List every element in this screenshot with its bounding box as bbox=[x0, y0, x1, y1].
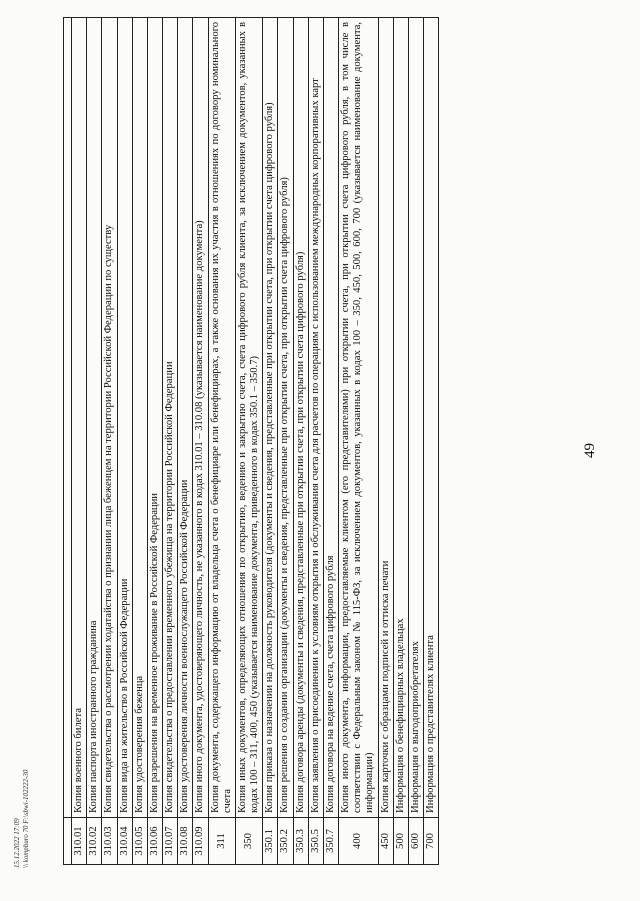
table-row bbox=[147, 18, 162, 865]
row-description bbox=[64, 18, 72, 818]
print-stamp-date: 15.12.2022 17:09 bbox=[13, 818, 21, 868]
row-description: Информация о выгодоприобретателях bbox=[408, 18, 423, 818]
row-description: Копия карточки с образцами подписей и оттиска печати bbox=[378, 18, 393, 818]
row-description: Копия заявления о присоединении к условиям открытия и обслуживания счета для расчетов по операциям с использованием международных корпоративных карт bbox=[308, 18, 323, 818]
document-codes-table bbox=[63, 17, 439, 865]
table-row bbox=[208, 18, 235, 865]
row-code: 310.03 bbox=[102, 818, 117, 865]
row-description: Копия иных документов, определяющих отношения по открытию, ведению и закрытию счета, счета цифрового рубля клиента, за исключением документов, указанных в кодах 100 – 311, 400, 450 (указывается наименование документа, приведенного в кодах 350.1 – 350.7) bbox=[235, 18, 262, 818]
row-description: Копия военного билета bbox=[72, 18, 87, 818]
table-row bbox=[263, 18, 278, 865]
table-row bbox=[393, 18, 408, 865]
row-code: 310.04 bbox=[117, 818, 132, 865]
row-description: Копия приказа о назначении на должность руководителя (документы и сведения, представленные при открытии счета, при открытии счета цифрового рубля) bbox=[263, 18, 278, 818]
row-description: Копия договора на ведение счета, счета цифрового рубля bbox=[323, 18, 338, 818]
row-code: 600 bbox=[408, 818, 423, 865]
row-description: Копия свидетельства о рассмотрении ходатайства о признании лица беженцем на территории Российской Федерации по существу bbox=[102, 18, 117, 818]
row-code: 350.7 bbox=[323, 818, 338, 865]
row-code: 310.05 bbox=[132, 818, 147, 865]
table-row bbox=[178, 18, 193, 865]
table-row bbox=[72, 18, 87, 865]
row-code: 310.01 bbox=[72, 818, 87, 865]
row-description: Копия разрешения на временное проживание в Российской Федерации bbox=[147, 18, 162, 818]
table-row bbox=[193, 18, 208, 865]
table-row bbox=[408, 18, 423, 865]
row-description: Копия иного документа, информации, предоставляемые клиентом (его представителями) при открытии счета, при открытии счета цифрового рубля, в том числе в соответствии с Федеральным законом № 115-ФЗ, за исключением документов, указанных в кодах 100 – 350, 450, 500, 600, 700 (указывается наименование документа, информации) bbox=[339, 18, 379, 818]
table-row bbox=[102, 18, 117, 865]
table-row bbox=[64, 18, 72, 865]
row-code: 450 bbox=[378, 818, 393, 865]
row-code: 350.1 bbox=[263, 818, 278, 865]
row-description: Копия иного документа, удостоверяющего личность, не указанного в кодах 310.01 – 310.08 (указывается наименование документа) bbox=[193, 18, 208, 818]
row-code: 310.09 bbox=[193, 818, 208, 865]
row-description: Копия вида на жительство в Российской Федерации bbox=[117, 18, 132, 818]
row-code: 400 bbox=[339, 818, 379, 865]
table-row bbox=[308, 18, 323, 865]
table-row bbox=[132, 18, 147, 865]
table-row bbox=[117, 18, 132, 865]
row-code: 310.08 bbox=[178, 818, 193, 865]
table-body bbox=[64, 18, 439, 865]
table-row bbox=[163, 18, 178, 865]
row-description: Копия решения о создании организации (документы и сведения, представленные при открытии счета, при открытии счета цифрового рубля) bbox=[278, 18, 293, 818]
row-description: Информация о бенефициарных владельцах bbox=[393, 18, 408, 818]
table-row bbox=[378, 18, 393, 865]
row-code: 500 bbox=[393, 818, 408, 865]
row-code: 311 bbox=[208, 818, 235, 865]
row-code bbox=[64, 818, 72, 865]
row-code: 350.2 bbox=[278, 818, 293, 865]
row-code: 350.5 bbox=[308, 818, 323, 865]
page-number: 49 bbox=[582, 443, 598, 458]
table-row bbox=[293, 18, 308, 865]
row-code: 700 bbox=[424, 818, 439, 865]
row-description: Копия удостоверения личности военнослужащего Российской Федерации bbox=[178, 18, 193, 818]
row-description: Копия свидетельства о предоставлении временного убежища на территории Российской Федерации bbox=[163, 18, 178, 818]
table-row bbox=[323, 18, 338, 865]
row-description: Копия документа, содержащего информацию от владельца счета о бенефициаре или бенефициарах, а также основания их участия в отношениях по договору номинального счета bbox=[208, 18, 235, 818]
table-row bbox=[339, 18, 379, 865]
row-code: 350.3 bbox=[293, 818, 308, 865]
print-stamp-path: \\ kompburo 70 F:\sbwi-102222-30 bbox=[21, 769, 30, 868]
print-stamp bbox=[13, 770, 31, 868]
table-row bbox=[278, 18, 293, 865]
row-description: Копия договора аренды (документы и сведения, представленные при открытии счета, при открытии счета цифрового рубля) bbox=[293, 18, 308, 818]
row-description: Копия паспорта иностранного гражданина bbox=[87, 18, 102, 818]
row-description: Информация о представителях клиента bbox=[424, 18, 439, 818]
row-code: 350 bbox=[235, 818, 262, 865]
table-row bbox=[424, 18, 439, 865]
row-code: 310.07 bbox=[163, 818, 178, 865]
row-code: 310.06 bbox=[147, 818, 162, 865]
table-row bbox=[235, 18, 262, 865]
row-code: 310.02 bbox=[87, 818, 102, 865]
table-row bbox=[87, 18, 102, 865]
row-description: Копия удостоверения беженца bbox=[132, 18, 147, 818]
